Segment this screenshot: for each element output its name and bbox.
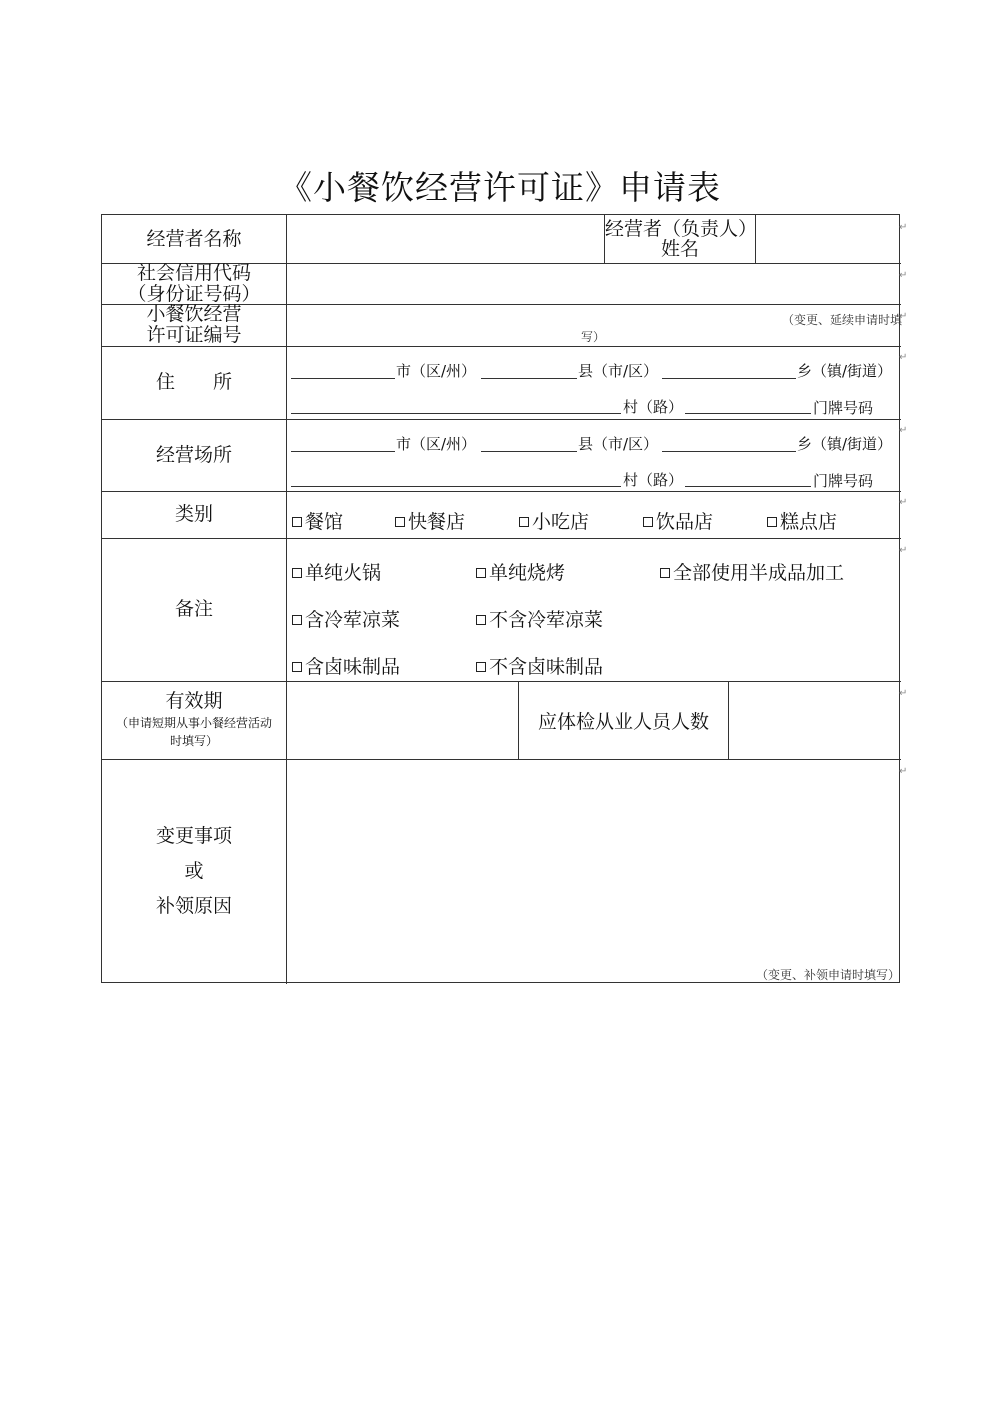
- category-option-label: 饮品店: [656, 511, 714, 533]
- checkbox-icon[interactable]: [476, 615, 486, 625]
- responsible-person-label: [605, 215, 758, 263]
- checkbox-icon[interactable]: [660, 568, 670, 578]
- remark-option-label: 不含卤味制品: [489, 656, 604, 678]
- validity-note-line1: （申请短期从事小餐经营活动: [115, 715, 272, 730]
- category-option-label: 快餐店: [408, 511, 466, 533]
- remark-option-label: 单纯火锅: [305, 562, 382, 584]
- paragraph-mark-icon: ↵: [899, 270, 908, 281]
- license-number-label: [102, 304, 286, 346]
- paragraph-mark-icon: ↵: [899, 352, 908, 363]
- exam-count-label-text: 应体检从业人员人数: [537, 710, 709, 733]
- remark-option-label: 不含冷荤凉菜: [489, 609, 604, 631]
- site-town-blank[interactable]: [662, 451, 796, 452]
- remark-option-no-braised[interactable]: [476, 652, 603, 679]
- license-number-note-line2: 写）: [581, 330, 606, 344]
- site-village-blank[interactable]: [291, 486, 621, 487]
- operator-name-field[interactable]: [287, 216, 603, 262]
- residence-door-suffix: 门牌号码: [813, 399, 874, 417]
- checkbox-icon[interactable]: [292, 568, 302, 578]
- checkbox-icon[interactable]: [395, 517, 405, 527]
- license-number-note-line1: （变更、延续申请时填: [782, 313, 903, 327]
- checkbox-icon[interactable]: [519, 517, 529, 527]
- category-option-restaurant[interactable]: [292, 507, 343, 534]
- form-title: 《小餐饮经营许可证》申请表: [279, 168, 721, 207]
- exam-count-field[interactable]: [729, 682, 899, 758]
- site-county-suffix: 县（市/区）: [578, 435, 659, 453]
- checkbox-icon[interactable]: [476, 662, 486, 672]
- validity-note-line2: 时填写）: [169, 733, 218, 748]
- exam-count-label: [519, 681, 728, 759]
- paragraph-mark-icon: ↵: [899, 311, 908, 322]
- business-site-label: [102, 419, 286, 491]
- credit-code-label-line2: （身份证号码）: [127, 282, 261, 305]
- remark-option-label: 含冷荤凉菜: [305, 609, 401, 631]
- validity-field[interactable]: [287, 682, 517, 758]
- category-option-label: 小吃店: [532, 511, 590, 533]
- paragraph-mark-icon: ↵: [899, 425, 908, 436]
- category-option-pastry[interactable]: [767, 507, 837, 534]
- residence-town-blank[interactable]: [662, 378, 796, 379]
- site-city-blank[interactable]: [291, 451, 395, 452]
- validity-label-text: 有效期: [165, 689, 223, 712]
- remark-option-cold-dish[interactable]: [292, 605, 400, 632]
- category-option-drinks[interactable]: [643, 507, 713, 534]
- residence-label-text: 住 所: [155, 371, 232, 393]
- validity-label: [102, 681, 286, 759]
- change-label-line2: 或: [184, 860, 204, 882]
- checkbox-icon[interactable]: [476, 568, 486, 578]
- remark-option-barbecue[interactable]: [476, 558, 565, 585]
- category-label: [102, 491, 286, 538]
- site-city-suffix: 市（区/州）: [396, 435, 477, 453]
- site-town-suffix: 乡（镇/街道）: [797, 435, 893, 453]
- site-door-suffix: 门牌号码: [813, 472, 874, 490]
- site-village-suffix: 村（路）: [623, 471, 684, 489]
- remark-option-no-cold-dish[interactable]: [476, 605, 603, 632]
- remarks-label: [102, 538, 286, 681]
- checkbox-icon[interactable]: [292, 662, 302, 672]
- checkbox-icon[interactable]: [292, 517, 302, 527]
- credit-code-label: [102, 263, 286, 304]
- site-county-blank[interactable]: [481, 451, 577, 452]
- residence-town-suffix: 乡（镇/街道）: [797, 362, 893, 380]
- paragraph-mark-icon: ↵: [899, 545, 908, 556]
- license-number-label-line2: 许可证编号: [146, 324, 242, 346]
- residence-city-blank[interactable]: [291, 378, 395, 379]
- residence-county-suffix: 县（市/区）: [578, 362, 659, 380]
- remark-option-label: 含卤味制品: [305, 656, 401, 678]
- credit-code-field[interactable]: [287, 264, 899, 303]
- change-label-line3: 补领原因: [155, 895, 232, 917]
- remark-option-label: 单纯烧烤: [489, 562, 566, 584]
- remark-option-label: 全部使用半成品加工: [673, 562, 845, 584]
- category-label-text: 类别: [174, 503, 213, 525]
- license-number-label-line1: 小餐饮经营: [146, 303, 242, 325]
- paragraph-mark-icon: ↵: [899, 497, 908, 508]
- paragraph-mark-icon: ↵: [899, 688, 908, 699]
- residence-door-blank[interactable]: [685, 413, 811, 414]
- remark-option-braised[interactable]: [292, 652, 400, 679]
- checkbox-icon[interactable]: [292, 615, 302, 625]
- checkbox-icon[interactable]: [643, 517, 653, 527]
- category-option-label: 餐馆: [305, 511, 344, 533]
- remarks-label-text: 备注: [174, 598, 213, 620]
- change-reason-note: （变更、补领申请时填写）: [756, 968, 901, 982]
- category-option-fast-food[interactable]: [395, 507, 465, 534]
- residence-village-blank[interactable]: [291, 413, 621, 414]
- operator-name-label: [102, 215, 286, 263]
- residence-city-suffix: 市（区/州）: [396, 362, 477, 380]
- change-reason-field[interactable]: [287, 760, 899, 960]
- responsible-label-line2: 姓名: [660, 238, 699, 260]
- change-label-line1: 变更事项: [155, 825, 232, 847]
- operator-name-text: 经营者名称: [146, 227, 242, 250]
- credit-code-label-line1: 社会信用代码: [136, 261, 251, 284]
- change-reason-label: [102, 759, 286, 984]
- checkbox-icon[interactable]: [767, 517, 777, 527]
- residence-county-blank[interactable]: [481, 378, 577, 379]
- business-site-label-text: 经营场所: [155, 443, 232, 466]
- category-option-snack[interactable]: [519, 507, 589, 534]
- responsible-label-line1: 经营者（负责人）: [605, 218, 758, 240]
- paragraph-mark-icon: ↵: [899, 766, 908, 777]
- paragraph-mark-icon: ↵: [899, 222, 908, 233]
- residence-label: [102, 346, 286, 419]
- application-form-table: [101, 214, 903, 983]
- category-option-label: 糕点店: [780, 511, 838, 533]
- residence-village-suffix: 村（路）: [623, 398, 684, 416]
- site-door-blank[interactable]: [685, 486, 811, 487]
- remark-option-semi-finished[interactable]: [660, 558, 844, 585]
- remark-option-hotpot[interactable]: [292, 558, 381, 585]
- responsible-person-field[interactable]: [756, 216, 899, 262]
